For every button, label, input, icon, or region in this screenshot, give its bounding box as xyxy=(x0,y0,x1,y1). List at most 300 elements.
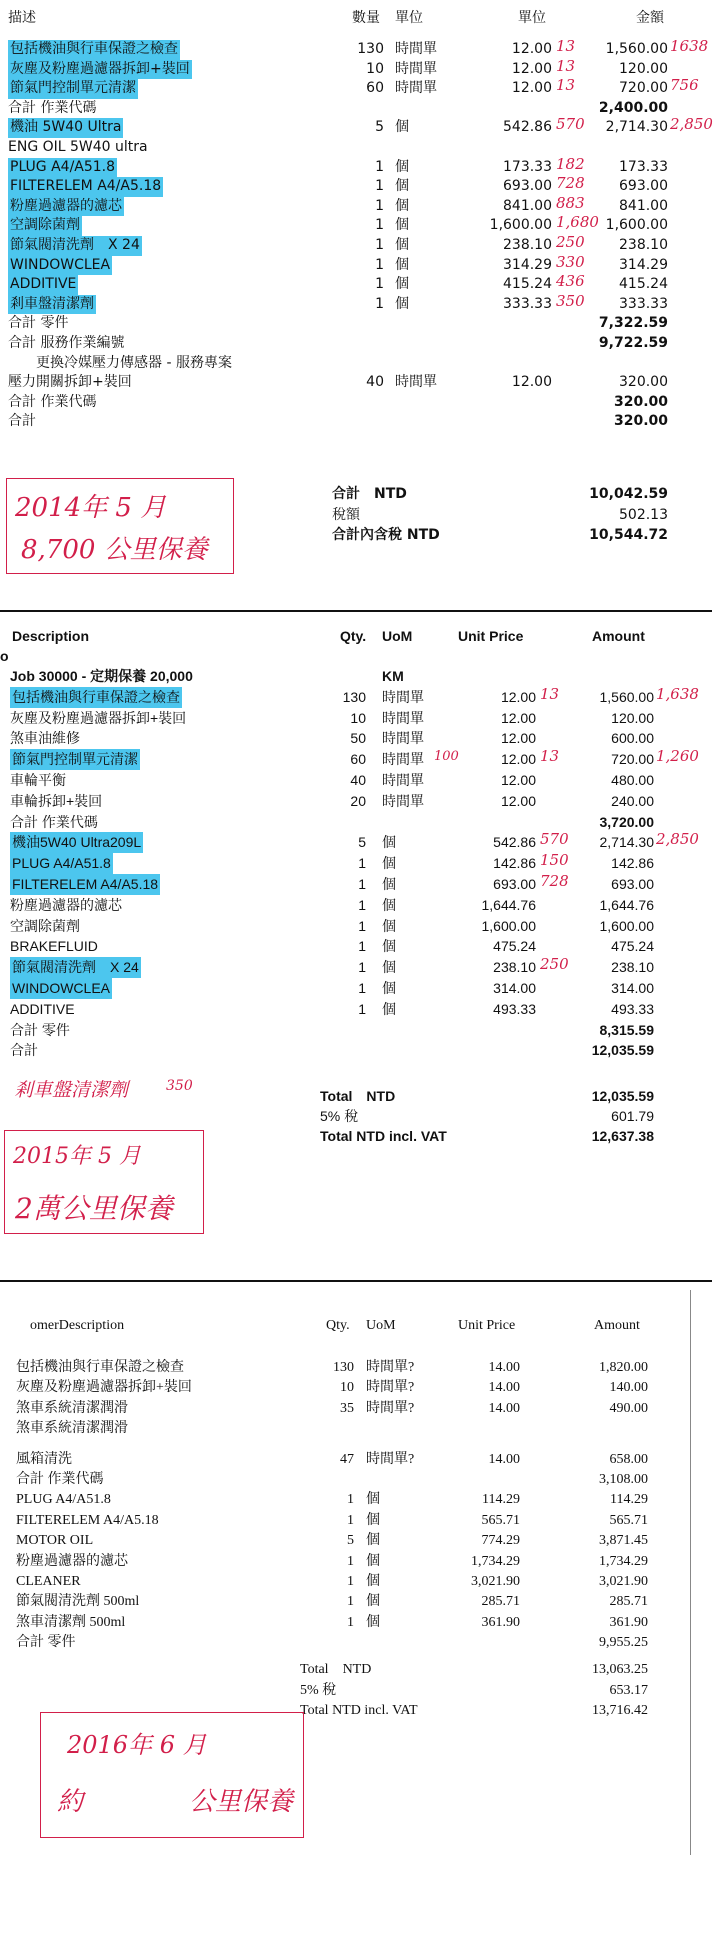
line-unit-price: 693.00 xyxy=(503,178,552,195)
line-description: 剎車盤清潔劑 xyxy=(8,295,96,315)
total-row xyxy=(0,1660,720,1681)
total-label: Total NTD xyxy=(300,1662,372,1677)
table-row xyxy=(0,832,720,853)
line-qty: 1 xyxy=(358,938,366,955)
table-row xyxy=(0,874,720,895)
line-description: 包括機油與行車保證之檢查 xyxy=(8,40,180,60)
table-row xyxy=(0,138,720,158)
table-row xyxy=(0,1358,720,1378)
table-row xyxy=(0,76,720,99)
line-amount: 841.00 xyxy=(619,197,668,214)
total-value: 10,544.72 xyxy=(589,527,668,543)
handwritten-price-note: 570 xyxy=(556,115,585,134)
line-qty: 130 xyxy=(333,1360,354,1375)
line-amount: 333.33 xyxy=(619,295,668,312)
total-value: 12,035.59 xyxy=(591,1088,654,1104)
handwritten-amount-note: 1638 xyxy=(670,37,709,55)
line-uom: KM xyxy=(382,668,404,684)
line-amount: 320.00 xyxy=(613,393,668,410)
table-row xyxy=(0,1470,720,1490)
line-amount: 480.00 xyxy=(611,772,654,788)
handwritten-price-note: 13 xyxy=(556,56,576,75)
line-unit-price: 774.29 xyxy=(481,1533,520,1549)
line-description: PLUG A4/A51.8 xyxy=(8,158,117,178)
header-amount: Amount xyxy=(592,628,645,644)
line-description: 煞車系統清潔潤滑 xyxy=(16,1400,128,1416)
line-description: CLEANER xyxy=(16,1574,81,1589)
handwritten-approx: 約 xyxy=(57,1787,84,1817)
table-row xyxy=(0,334,720,354)
line-unit-price: 14.00 xyxy=(488,1380,520,1396)
line-amount: 361.90 xyxy=(609,1614,648,1630)
line-description: 壓力開關拆卸+裝回 xyxy=(8,374,132,391)
line-qty: 1 xyxy=(358,917,366,934)
line-description: 合計 作業代碼 xyxy=(10,813,98,830)
table-row xyxy=(0,1378,720,1398)
table-row xyxy=(0,193,720,217)
left-margin-mark: o xyxy=(0,648,9,664)
handwritten-date-2015: 2015年 5 月 xyxy=(13,1144,141,1169)
handwritten-price-note: 250 xyxy=(540,955,569,974)
table-row xyxy=(0,393,720,413)
line-uom: 時間單? xyxy=(366,1400,415,1416)
header-qty: Qty. xyxy=(340,628,367,644)
line-amount: 490.00 xyxy=(609,1400,648,1416)
line-amount: 1,600.00 xyxy=(599,917,654,934)
line-description: 粉塵過濾器的濾芯 xyxy=(8,197,124,217)
line-uom: 時間單 xyxy=(382,730,424,747)
table-row xyxy=(0,1592,720,1612)
line-unit-price: 415.24 xyxy=(503,276,552,293)
line-amount: 493.33 xyxy=(611,1000,654,1017)
invoice-2015-header xyxy=(0,626,720,646)
table-row xyxy=(0,1020,720,1041)
line-amount: 1,560.00 xyxy=(599,688,654,705)
line-unit-price: 1,644.76 xyxy=(481,896,536,913)
line-amount: 2,714.30 xyxy=(605,119,668,136)
table-row xyxy=(0,895,720,916)
line-uom: 個 xyxy=(395,237,409,253)
line-unit-price: 12.00 xyxy=(500,772,536,788)
header-description: Description xyxy=(12,628,90,644)
handwritten-extra-price: 350 xyxy=(166,1078,193,1094)
line-qty: 1 xyxy=(375,256,384,273)
line-qty: 1 xyxy=(358,980,366,996)
handwritten-note-2014 xyxy=(6,478,234,574)
total-value: 653.17 xyxy=(609,1682,648,1698)
invoice-2016 xyxy=(0,1290,720,1930)
line-unit-price: 238.10 xyxy=(503,237,552,253)
line-qty: 1 xyxy=(375,237,384,253)
line-amount: 2,714.30 xyxy=(599,834,654,851)
table-row xyxy=(0,56,720,80)
line-qty: 10 xyxy=(340,1380,354,1396)
table-row xyxy=(0,957,720,978)
total-value: 10,042.59 xyxy=(589,486,668,502)
handwritten-mileage-2014: 8,700 公里保養 xyxy=(21,535,208,565)
table-row xyxy=(0,728,720,749)
line-qty: 1 xyxy=(358,896,366,913)
line-description: 煞車系統清潔潤滑 xyxy=(16,1421,128,1437)
line-description: MOTOR OIL xyxy=(16,1533,94,1549)
handwritten-extra-item: 剎車盤清潔劑 xyxy=(14,1079,129,1101)
total-row xyxy=(0,1106,720,1126)
line-uom: 時間單 xyxy=(382,772,424,788)
line-qty: 1 xyxy=(347,1553,354,1569)
handwritten-price-note: 570 xyxy=(540,830,569,849)
table-row xyxy=(0,373,720,393)
handwritten-price-note: 13 xyxy=(556,76,576,95)
handwritten-price-note: 330 xyxy=(556,252,585,271)
line-uom: 個 xyxy=(366,1594,380,1610)
line-qty: 35 xyxy=(340,1400,354,1416)
line-uom: 個 xyxy=(366,1492,380,1508)
line-amount: 240.00 xyxy=(611,792,654,809)
header-amount: 金額 xyxy=(636,10,664,26)
line-description: FILTERELEM A4/A5.18 xyxy=(16,1512,159,1528)
table-row xyxy=(0,770,720,791)
table-row xyxy=(0,174,720,197)
header-price: Unit Price xyxy=(458,628,524,644)
line-unit-price: 542.86 xyxy=(493,834,536,851)
line-unit-price: 3,021.90 xyxy=(471,1574,520,1589)
table-row xyxy=(0,1511,720,1531)
header-description: omerDescription xyxy=(30,1318,125,1333)
line-uom: 個 xyxy=(382,855,396,872)
line-unit-price: 1,600.00 xyxy=(489,217,552,234)
line-description: 煞車油維修 xyxy=(10,730,80,747)
invoice-2015 xyxy=(0,620,720,1260)
line-unit-price: 841.00 xyxy=(503,197,552,214)
line-description: 灰塵及粉塵過濾器拆卸+裝回 xyxy=(8,60,192,80)
line-qty: 40 xyxy=(350,772,366,788)
line-qty: 1 xyxy=(358,959,366,976)
line-qty: 1 xyxy=(375,197,384,214)
line-description: Job 30000 - 定期保養 20,000 xyxy=(10,668,193,684)
table-row xyxy=(0,154,720,178)
line-unit-price: 238.10 xyxy=(493,959,536,976)
line-amount: 9,722.59 xyxy=(598,335,668,351)
line-amount: 140.00 xyxy=(609,1380,648,1396)
line-uom: 個 xyxy=(382,834,396,851)
line-unit-price: 12.00 xyxy=(500,709,536,726)
table-row xyxy=(0,853,720,874)
handwritten-note-2016 xyxy=(40,1712,304,1838)
line-amount: 3,871.45 xyxy=(599,1533,648,1549)
total-row xyxy=(0,1086,720,1106)
total-value: 13,716.42 xyxy=(592,1703,648,1718)
table-row xyxy=(0,115,720,138)
line-amount: 173.33 xyxy=(619,158,668,175)
line-unit-price: 14.00 xyxy=(488,1451,520,1467)
line-qty: 1 xyxy=(347,1512,354,1528)
total-value: 13,063.25 xyxy=(592,1662,648,1677)
handwritten-price-note: 250 xyxy=(556,233,585,251)
line-description: 風箱清洗 xyxy=(16,1451,72,1467)
line-amount: 720.00 xyxy=(619,80,668,97)
line-qty: 47 xyxy=(340,1451,354,1467)
table-row xyxy=(0,354,720,374)
line-uom: 個 xyxy=(395,197,409,214)
handwritten-price-note: 728 xyxy=(556,174,585,193)
line-qty: 130 xyxy=(357,41,384,57)
header-uom: UoM xyxy=(382,628,413,644)
total-label: 合計內含稅 NTD xyxy=(332,527,440,543)
handwritten-price-note: 182 xyxy=(556,154,585,173)
line-unit-price: 285.71 xyxy=(481,1594,520,1610)
table-row xyxy=(0,1531,720,1551)
line-unit-price: 493.33 xyxy=(493,1000,536,1017)
line-qty: 10 xyxy=(366,60,384,77)
line-amount: 475.24 xyxy=(611,938,654,955)
header-price: 單位 xyxy=(518,10,546,26)
line-unit-price: 693.00 xyxy=(493,876,536,892)
line-qty: 5 xyxy=(358,834,366,851)
line-uom: 時間單 xyxy=(395,60,437,77)
line-unit-price: 542.86 xyxy=(503,119,552,136)
handwritten-uom-note: 100 xyxy=(434,749,459,765)
line-amount: 1,734.29 xyxy=(599,1553,648,1569)
handwritten-amount-note: 2,850 xyxy=(656,830,699,849)
line-amount: 120.00 xyxy=(619,60,668,77)
header-uom: 單位 xyxy=(395,10,423,26)
line-description: 合計 零件 xyxy=(8,315,69,332)
line-qty: 1 xyxy=(375,276,384,293)
total-row xyxy=(0,1681,720,1702)
invoice-2014 xyxy=(0,0,720,600)
table-row xyxy=(0,791,720,812)
line-uom: 個 xyxy=(382,938,396,955)
total-label: 合計 NTD xyxy=(332,486,407,502)
line-uom: 時間單 xyxy=(395,374,437,391)
line-unit-price: 565.71 xyxy=(481,1512,520,1528)
line-amount: 314.29 xyxy=(619,256,668,273)
total-label: 5% 稅 xyxy=(320,1108,359,1124)
header-amount: Amount xyxy=(594,1318,640,1333)
line-unit-price: 14.00 xyxy=(488,1400,520,1416)
handwritten-date-2016: 2016年 6 月 xyxy=(67,1731,207,1759)
table-row xyxy=(0,291,720,315)
table-row xyxy=(0,1040,720,1061)
line-uom: 個 xyxy=(366,1553,380,1569)
line-amount: 565.71 xyxy=(609,1512,648,1528)
line-amount: 1,820.00 xyxy=(599,1360,648,1375)
line-amount: 3,720.00 xyxy=(599,813,654,830)
handwritten-amount-note: 756 xyxy=(670,76,699,95)
table-row xyxy=(0,314,720,334)
line-unit-price: 14.00 xyxy=(488,1360,520,1375)
line-amount: 693.00 xyxy=(611,876,654,892)
line-uom: 個 xyxy=(395,178,409,195)
handwritten-amount-note: 1,260 xyxy=(656,747,699,766)
line-amount: 658.00 xyxy=(609,1451,648,1467)
handwritten-price-note: 728 xyxy=(540,872,569,890)
line-amount: 7,322.59 xyxy=(598,315,668,332)
handwritten-price-note: 13 xyxy=(540,747,560,766)
line-qty: 130 xyxy=(342,688,366,705)
line-qty: 5 xyxy=(375,119,384,136)
line-qty: 1 xyxy=(375,158,384,175)
line-unit-price: 173.33 xyxy=(503,158,552,175)
total-value: 12,637.38 xyxy=(591,1128,654,1144)
line-unit-price: 12.00 xyxy=(500,792,536,809)
line-uom: 時間單 xyxy=(382,709,424,726)
line-amount: 238.10 xyxy=(619,237,668,253)
line-qty: 60 xyxy=(350,751,366,768)
line-amount: 2,400.00 xyxy=(598,99,668,116)
line-qty: 60 xyxy=(366,80,384,97)
invoice-2014-header xyxy=(0,8,720,28)
line-unit-price: 12.00 xyxy=(500,688,536,705)
line-description: 灰塵及粉塵過濾器拆卸+裝回 xyxy=(16,1380,192,1396)
line-amount: 114.29 xyxy=(610,1492,648,1508)
line-description: 合計 零件 xyxy=(16,1635,76,1651)
table-row xyxy=(0,272,720,295)
table-row xyxy=(0,812,720,833)
table-row xyxy=(0,916,720,937)
invoice-2016-header xyxy=(0,1316,720,1336)
line-uom: 個 xyxy=(395,276,409,293)
table-row xyxy=(0,1399,720,1419)
table-row xyxy=(0,999,720,1020)
line-description: ENG OIL 5W40 ultra xyxy=(8,139,148,155)
line-qty: 1 xyxy=(347,1594,354,1610)
line-unit-price: 114.29 xyxy=(482,1492,520,1508)
line-description: ADDITIVE xyxy=(10,1000,75,1017)
line-amount: 720.00 xyxy=(611,751,654,768)
header-uom: UoM xyxy=(366,1318,396,1333)
line-unit-price: 12.00 xyxy=(511,374,552,391)
line-unit-price: 12.00 xyxy=(511,60,552,77)
line-amount: 415.24 xyxy=(619,276,668,293)
table-row xyxy=(0,233,720,256)
section-divider xyxy=(0,610,712,612)
line-description: 空調除菌劑 xyxy=(8,216,82,236)
handwritten-note-2015 xyxy=(4,1130,204,1234)
handwritten-amount-note: 2,850 xyxy=(670,115,713,134)
line-uom: 個 xyxy=(382,876,396,892)
handwritten-price-note: 436 xyxy=(556,272,585,291)
table-row xyxy=(0,1613,720,1633)
line-qty: 1 xyxy=(358,855,366,872)
handwritten-price-note: 13 xyxy=(556,37,576,55)
line-description: 車輪拆卸+裝回 xyxy=(10,792,103,809)
table-row xyxy=(0,213,720,236)
line-uom: 個 xyxy=(366,1512,380,1528)
table-row xyxy=(0,412,720,432)
total-value: 601.79 xyxy=(611,1108,654,1124)
line-uom: 個 xyxy=(366,1614,380,1630)
table-row xyxy=(0,708,720,729)
line-description: 粉塵過濾器的濾芯 xyxy=(16,1553,128,1569)
table-row xyxy=(0,936,720,957)
line-description: FILTERELEM A4/A5.18 xyxy=(8,177,163,197)
table-row xyxy=(0,1552,720,1572)
line-unit-price: 12.00 xyxy=(500,751,536,768)
line-description: 合計 xyxy=(8,413,36,430)
total-label: 稅額 xyxy=(332,506,360,523)
line-unit-price: 314.00 xyxy=(493,980,536,996)
total-label: Total NTD incl. VAT xyxy=(300,1703,418,1718)
handwritten-price-note: 1,680 xyxy=(556,213,599,232)
line-description: 包括機油與行車保證之檢查 xyxy=(16,1360,184,1375)
table-row xyxy=(0,1572,720,1592)
line-uom: 個 xyxy=(395,256,409,273)
line-uom: 時間單 xyxy=(382,751,424,768)
line-amount: 320.00 xyxy=(619,374,668,391)
line-description: 粉塵過濾器的濾芯 xyxy=(10,896,122,913)
line-uom: 時間單? xyxy=(366,1380,415,1396)
line-amount: 1,600.00 xyxy=(605,217,668,234)
total-value: 502.13 xyxy=(619,506,668,523)
line-description: 合計 服務作業編號 xyxy=(8,335,125,351)
handwritten-amount-note: 1,638 xyxy=(656,684,699,703)
line-uom: 時間單 xyxy=(382,792,424,809)
line-description: WINDOWCLEA xyxy=(10,978,112,999)
line-description: 節氣閥清洗劑 X 24 xyxy=(10,957,141,978)
line-uom: 個 xyxy=(395,217,409,234)
total-label: Total NTD xyxy=(320,1088,396,1104)
line-description: 車輪平衡 xyxy=(10,772,66,788)
handwritten-price-note: 350 xyxy=(556,291,585,310)
line-uom: 個 xyxy=(382,896,396,913)
line-qty: 1 xyxy=(347,1614,354,1630)
line-uom: 個 xyxy=(395,119,409,136)
line-description: 節氣門控制單元清潔 xyxy=(8,79,138,99)
line-description: 節氣門控制單元清潔 xyxy=(10,749,140,770)
line-description: 合計 零件 xyxy=(10,1021,70,1038)
line-uom: 個 xyxy=(366,1533,380,1549)
header-qty: Qty. xyxy=(326,1318,350,1333)
total-label: 5% 稅 xyxy=(300,1682,337,1698)
header-price: Unit Price xyxy=(458,1318,516,1333)
handwritten-mileage-2016: 公里保養 xyxy=(189,1787,294,1817)
line-qty: 1 xyxy=(347,1574,354,1589)
line-description: 更換冷媒壓力傳感器 - 服務專案 xyxy=(8,354,232,371)
line-uom: 個 xyxy=(395,158,409,175)
line-amount: 1,560.00 xyxy=(605,41,668,57)
table-row xyxy=(0,1419,720,1439)
handwritten-mileage-2015: 2萬公里保養 xyxy=(15,1192,173,1225)
table-row xyxy=(0,252,720,276)
line-unit-price: 314.29 xyxy=(503,256,552,273)
line-amount: 320.00 xyxy=(613,413,668,430)
line-description: 合計 作業代碼 xyxy=(8,99,97,116)
line-description: 煞車清潔劑 500ml xyxy=(16,1614,126,1630)
line-description: 機油 5W40 Ultra xyxy=(8,118,123,138)
line-uom: 時間單 xyxy=(395,80,437,97)
line-amount: 8,315.59 xyxy=(599,1021,654,1038)
line-description: ADDITIVE xyxy=(8,275,78,295)
section-divider xyxy=(0,1280,712,1282)
line-uom: 時間單? xyxy=(366,1360,415,1375)
line-description: 包括機油與行車保證之檢查 xyxy=(10,687,182,708)
line-qty: 1 xyxy=(358,1000,366,1017)
line-qty: 5 xyxy=(347,1533,354,1549)
line-description: PLUG A4/A51.8 xyxy=(10,853,113,874)
header-qty: 數量 xyxy=(352,10,380,26)
line-amount: 314.00 xyxy=(611,980,654,996)
line-description: PLUG A4/A51.8 xyxy=(16,1492,111,1508)
line-qty: 20 xyxy=(350,792,366,809)
line-unit-price: 361.90 xyxy=(481,1614,520,1630)
line-unit-price: 475.24 xyxy=(493,938,536,955)
line-unit-price: 1,600.00 xyxy=(481,917,536,934)
table-row xyxy=(0,684,720,708)
line-uom: 個 xyxy=(382,980,396,996)
table-row xyxy=(0,1490,720,1510)
line-amount: 120.00 xyxy=(611,709,654,726)
